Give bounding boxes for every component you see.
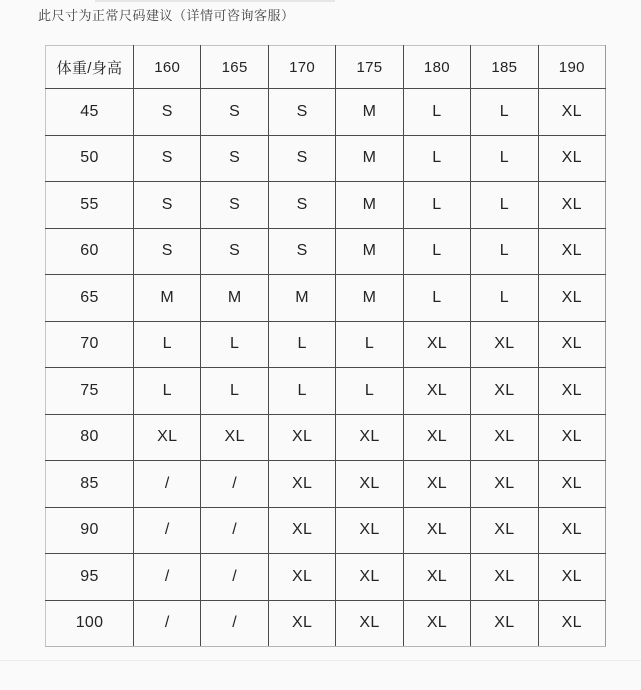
- size-cell: M: [336, 182, 403, 229]
- size-cell: /: [201, 600, 268, 647]
- size-cell: XL: [403, 321, 470, 368]
- size-cell: S: [134, 135, 201, 182]
- size-cell: L: [336, 321, 403, 368]
- size-cell: XL: [538, 507, 605, 554]
- table-row: [46, 554, 606, 601]
- size-cell: XL: [471, 461, 538, 508]
- size-cell: S: [201, 89, 268, 136]
- size-cell: XL: [471, 554, 538, 601]
- size-cell: XL: [538, 182, 605, 229]
- size-cell: S: [134, 228, 201, 275]
- size-cell: XL: [403, 554, 470, 601]
- size-cell: XL: [268, 414, 335, 461]
- size-cell: /: [134, 507, 201, 554]
- size-cell: S: [201, 228, 268, 275]
- size-cell: L: [471, 89, 538, 136]
- size-cell: L: [403, 228, 470, 275]
- size-cell: L: [336, 368, 403, 415]
- table-row: [46, 600, 606, 647]
- table-row: [46, 461, 606, 508]
- size-cell: XL: [538, 554, 605, 601]
- size-cell: /: [134, 554, 201, 601]
- cropped-element-remnant: [95, 0, 335, 2]
- height-column-header: 175: [336, 46, 403, 89]
- size-cell: S: [134, 89, 201, 136]
- height-column-header: 170: [268, 46, 335, 89]
- size-cell: L: [268, 321, 335, 368]
- weight-row-header: 45: [46, 89, 134, 136]
- size-cell: M: [268, 275, 335, 322]
- table-row: [46, 368, 606, 415]
- size-cell: L: [471, 275, 538, 322]
- size-cell: /: [134, 461, 201, 508]
- size-cell: L: [471, 182, 538, 229]
- size-cell: /: [201, 461, 268, 508]
- size-cell: M: [336, 89, 403, 136]
- table-row: [46, 182, 606, 229]
- size-cell: XL: [201, 414, 268, 461]
- size-cell: XL: [403, 600, 470, 647]
- size-cell: XL: [538, 89, 605, 136]
- size-cell: /: [201, 554, 268, 601]
- size-cell: M: [134, 275, 201, 322]
- weight-row-header: 70: [46, 321, 134, 368]
- weight-row-header: 65: [46, 275, 134, 322]
- weight-row-header: 95: [46, 554, 134, 601]
- size-cell: L: [471, 135, 538, 182]
- size-cell: XL: [268, 507, 335, 554]
- table-row: [46, 135, 606, 182]
- weight-row-header: 90: [46, 507, 134, 554]
- size-cell: XL: [538, 414, 605, 461]
- size-cell: XL: [538, 600, 605, 647]
- size-cell: XL: [336, 554, 403, 601]
- height-column-header: 190: [538, 46, 605, 89]
- size-cell: XL: [471, 368, 538, 415]
- size-cell: L: [134, 368, 201, 415]
- weight-row-header: 80: [46, 414, 134, 461]
- weight-row-header: 75: [46, 368, 134, 415]
- weight-row-header: 55: [46, 182, 134, 229]
- size-cell: L: [201, 321, 268, 368]
- size-cell: L: [403, 89, 470, 136]
- size-cell: L: [134, 321, 201, 368]
- size-cell: S: [268, 228, 335, 275]
- size-cell: /: [201, 507, 268, 554]
- size-cell: XL: [471, 507, 538, 554]
- size-cell: XL: [268, 554, 335, 601]
- height-column-header: 165: [201, 46, 268, 89]
- size-cell: M: [336, 275, 403, 322]
- header-row: [46, 46, 606, 89]
- table-row: [46, 89, 606, 136]
- size-cell: XL: [336, 461, 403, 508]
- size-cell: /: [134, 600, 201, 647]
- size-cell: S: [201, 135, 268, 182]
- weight-row-header: 100: [46, 600, 134, 647]
- weight-row-header: 60: [46, 228, 134, 275]
- size-cell: L: [403, 275, 470, 322]
- size-cell: XL: [403, 507, 470, 554]
- size-cell: XL: [538, 275, 605, 322]
- table-row: [46, 414, 606, 461]
- size-table: [45, 45, 606, 647]
- size-cell: XL: [336, 600, 403, 647]
- size-cell: M: [201, 275, 268, 322]
- size-cell: L: [471, 228, 538, 275]
- size-cell: XL: [538, 461, 605, 508]
- section-divider: [0, 660, 641, 661]
- size-cell: M: [336, 135, 403, 182]
- height-column-header: 160: [134, 46, 201, 89]
- size-cell: XL: [336, 507, 403, 554]
- table-row: [46, 321, 606, 368]
- size-cell: XL: [268, 600, 335, 647]
- height-column-header: 180: [403, 46, 470, 89]
- size-cell: L: [201, 368, 268, 415]
- size-cell: XL: [403, 368, 470, 415]
- size-cell: XL: [538, 368, 605, 415]
- size-cell: S: [268, 89, 335, 136]
- size-cell: XL: [538, 321, 605, 368]
- size-note: 此尺寸为正常尺码建议（详情可咨询客服）: [38, 8, 295, 23]
- size-cell: M: [336, 228, 403, 275]
- size-cell: S: [134, 182, 201, 229]
- size-cell: S: [268, 135, 335, 182]
- height-column-header: 185: [471, 46, 538, 89]
- size-cell: S: [268, 182, 335, 229]
- size-cell: XL: [471, 414, 538, 461]
- size-cell: XL: [336, 414, 403, 461]
- corner-header-weight-height: 体重/身高: [46, 46, 134, 89]
- size-table-header: [46, 46, 606, 89]
- size-cell: XL: [471, 321, 538, 368]
- size-cell: L: [268, 368, 335, 415]
- size-table-body: [46, 89, 606, 647]
- size-cell: XL: [471, 600, 538, 647]
- size-cell: XL: [538, 228, 605, 275]
- size-cell: XL: [403, 414, 470, 461]
- weight-row-header: 50: [46, 135, 134, 182]
- size-cell: XL: [268, 461, 335, 508]
- size-cell: S: [201, 182, 268, 229]
- table-row: [46, 507, 606, 554]
- weight-row-header: 85: [46, 461, 134, 508]
- size-cell: L: [403, 182, 470, 229]
- size-cell: XL: [134, 414, 201, 461]
- size-cell: L: [403, 135, 470, 182]
- table-row: [46, 275, 606, 322]
- size-cell: XL: [403, 461, 470, 508]
- table-row: [46, 228, 606, 275]
- size-cell: XL: [538, 135, 605, 182]
